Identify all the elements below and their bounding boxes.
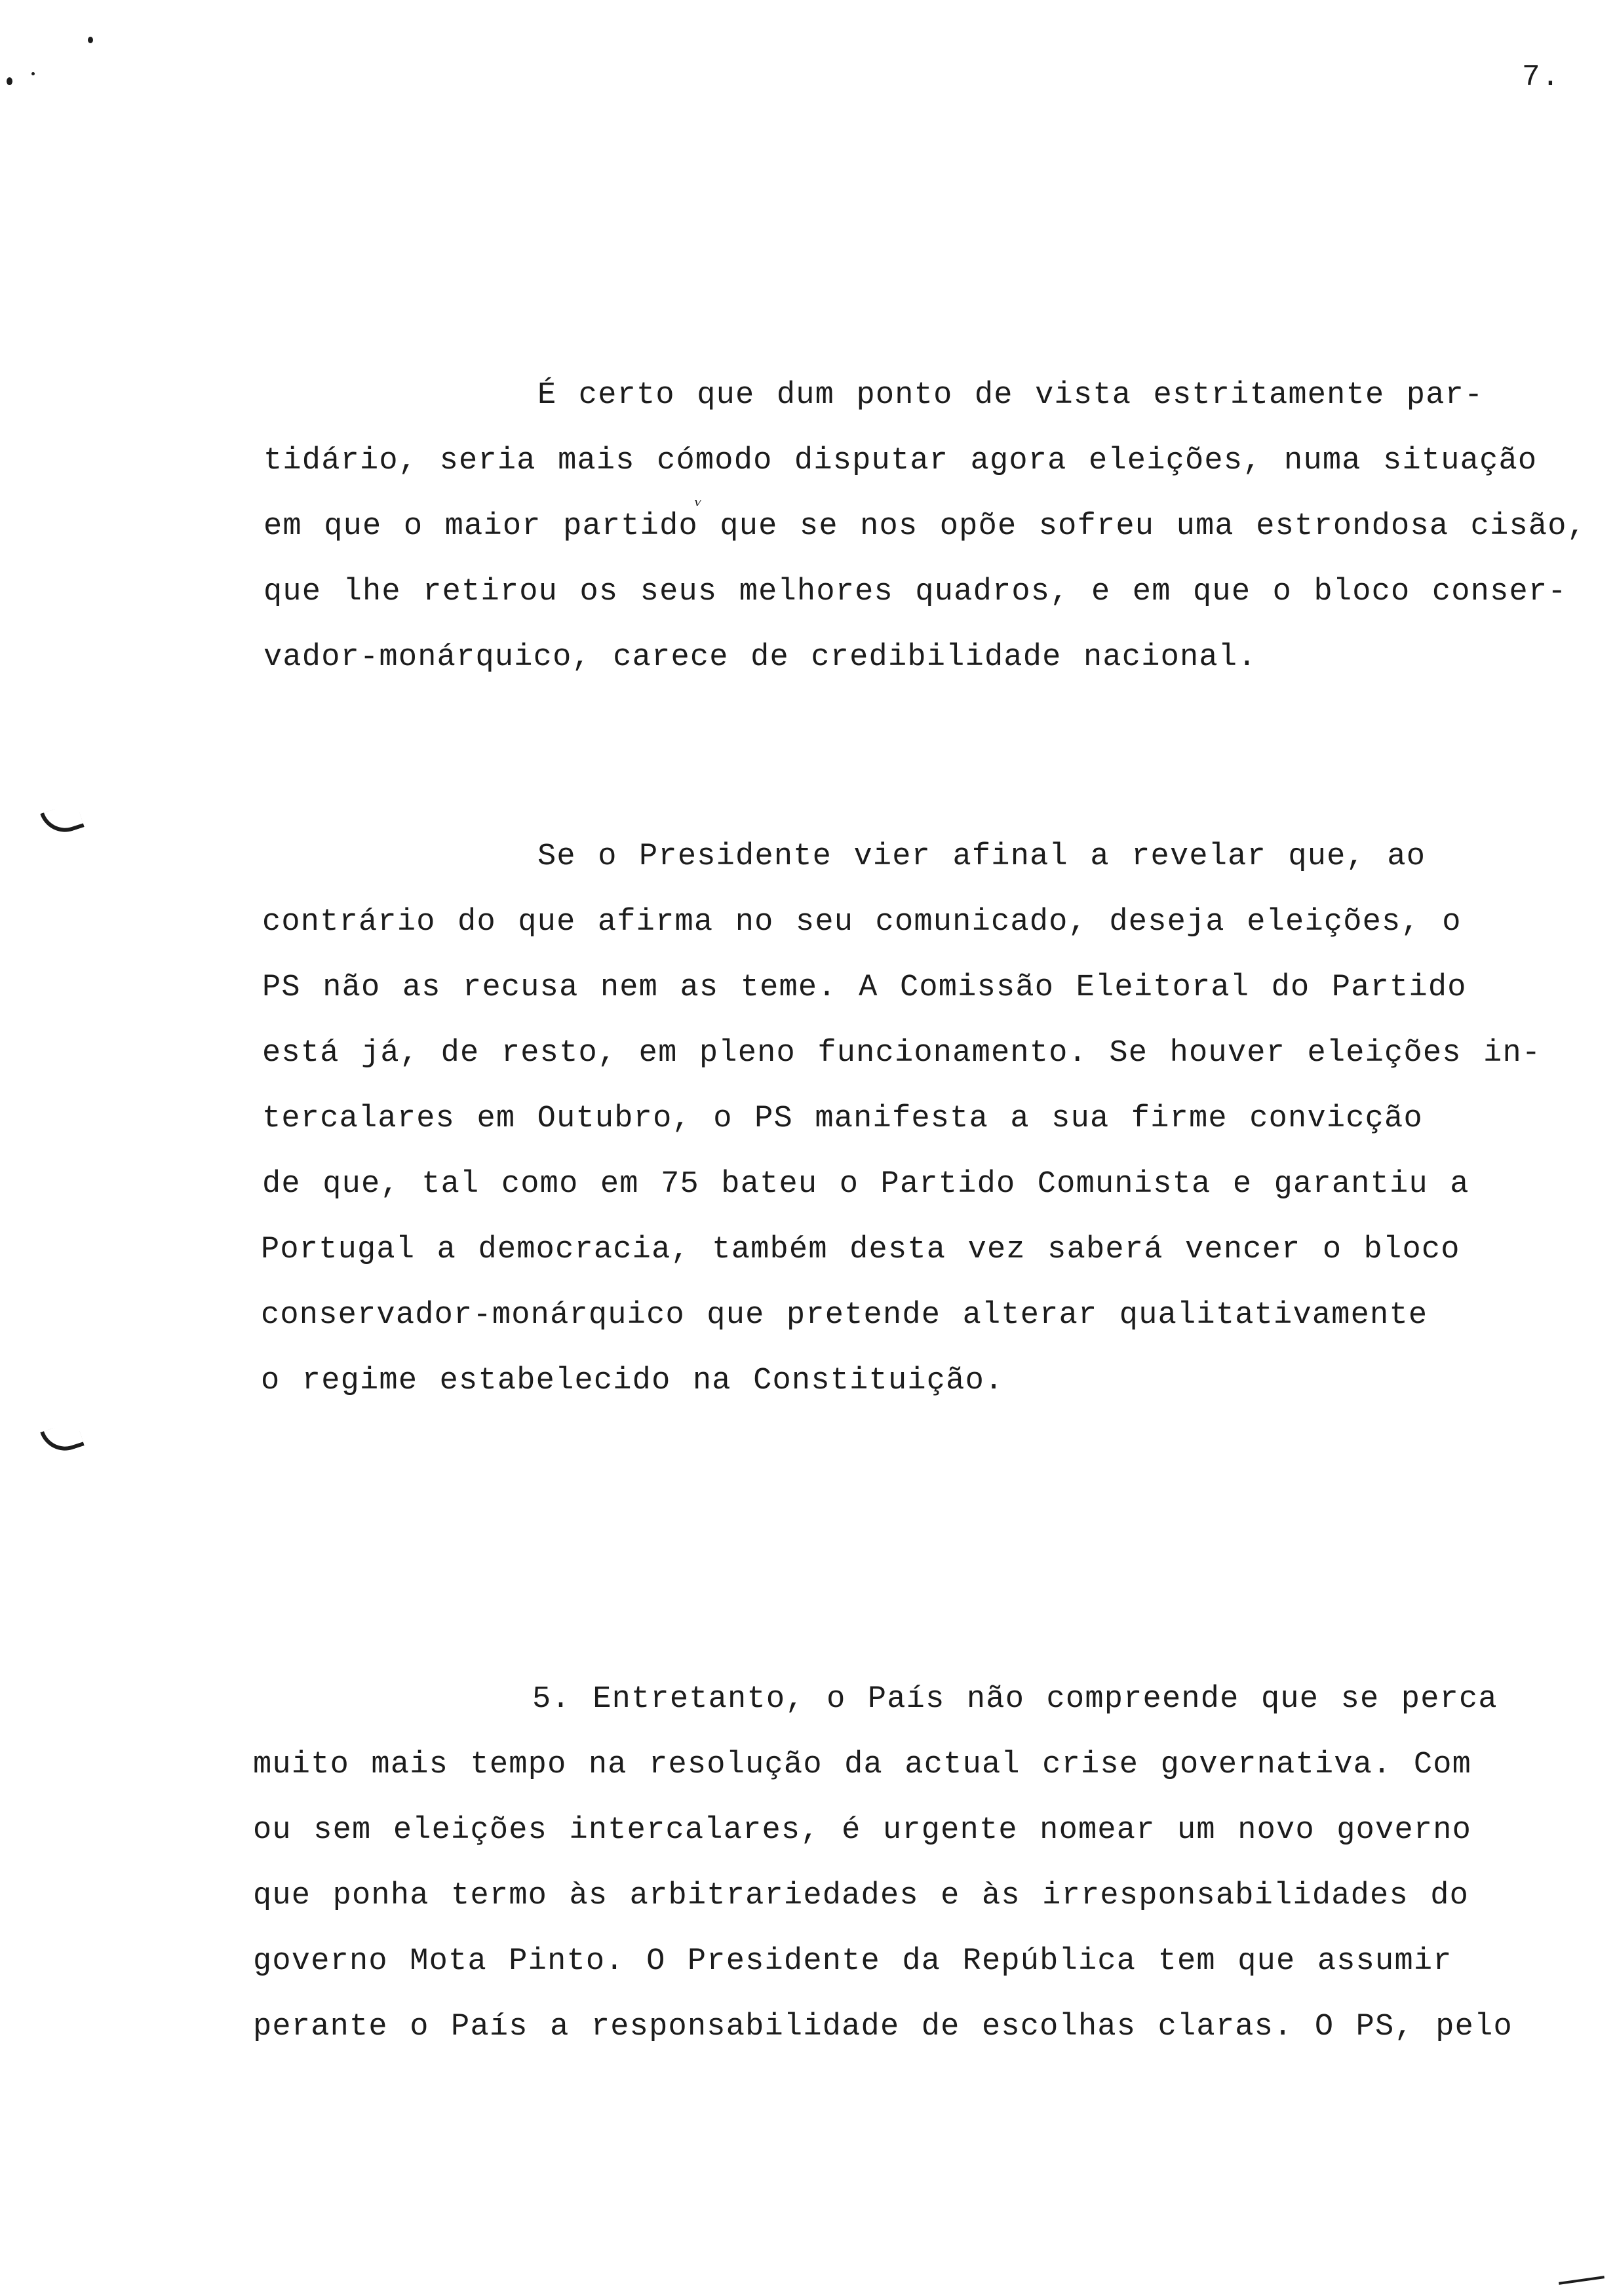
text-line: que lhe retirou os seus melhores quadros, e em que o bloco conser- [263, 575, 1567, 609]
text-line: tercalares em Outubro, o PS manifesta a sua firme convicção [262, 1101, 1423, 1136]
text-line: governo Mota Pinto. O Presidente da República tem que assumir [253, 1944, 1452, 1979]
text-line: está já, de resto, em pleno funcionamento. Se houver eleições in- [262, 1036, 1542, 1071]
ink-speck [31, 72, 35, 75]
ink-speck [88, 37, 93, 43]
page-number: 7. [1522, 60, 1561, 94]
text-line: contrário do que afirma no seu comunicado, deseja eleições, o [262, 905, 1462, 940]
text-line: perante o País a responsabilidade de escolhas claras. O PS, pelo [253, 2010, 1513, 2044]
text-line: vador-monárquico, carece de credibilidade nacional. [263, 640, 1257, 675]
ink-speck [7, 77, 12, 85]
handwritten-insertion-mark: ᵥ [695, 488, 703, 511]
text-line: PS não as recusa nem as teme. A Comissão Eleitoral do Partido [262, 970, 1467, 1005]
text-line: Se o Presidente vier afinal a revelar que, ao [537, 839, 1426, 874]
text-line: muito mais tempo na resolução da actual crise governativa. Com [253, 1748, 1472, 1782]
text-line: o regime estabelecido na Constituição. [261, 1364, 1004, 1398]
text-line: 5. Entretanto, o País não compreende que se perca [532, 1682, 1498, 1717]
text-line: conservador-monárquico que pretende alterar qualitativamente [261, 1298, 1428, 1333]
text-line: que ponha termo às arbitrariedades e às irresponsabilidades do [253, 1879, 1469, 1913]
text-line: Portugal a democracia, também desta vez saberá vencer o bloco [261, 1233, 1460, 1267]
text-line: tidário, seria mais cómodo disputar agora eleições, numa situação [263, 444, 1538, 478]
corner-ink-stroke [1559, 2276, 1605, 2285]
text-line: ou sem eleições intercalares, é urgente nomear um novo governo [253, 1813, 1472, 1848]
text-line: em que o maior partido que se nos opõe sofreu uma estrondosa cisão, [263, 509, 1587, 544]
text-line: É certo que dum ponto de vista estritamente par- [537, 378, 1484, 413]
margin-check-mark [40, 802, 85, 839]
margin-check-mark [40, 1421, 85, 1457]
text-line: de que, tal como em 75 bateu o Partido Comunista e garantiu a [262, 1167, 1469, 1202]
